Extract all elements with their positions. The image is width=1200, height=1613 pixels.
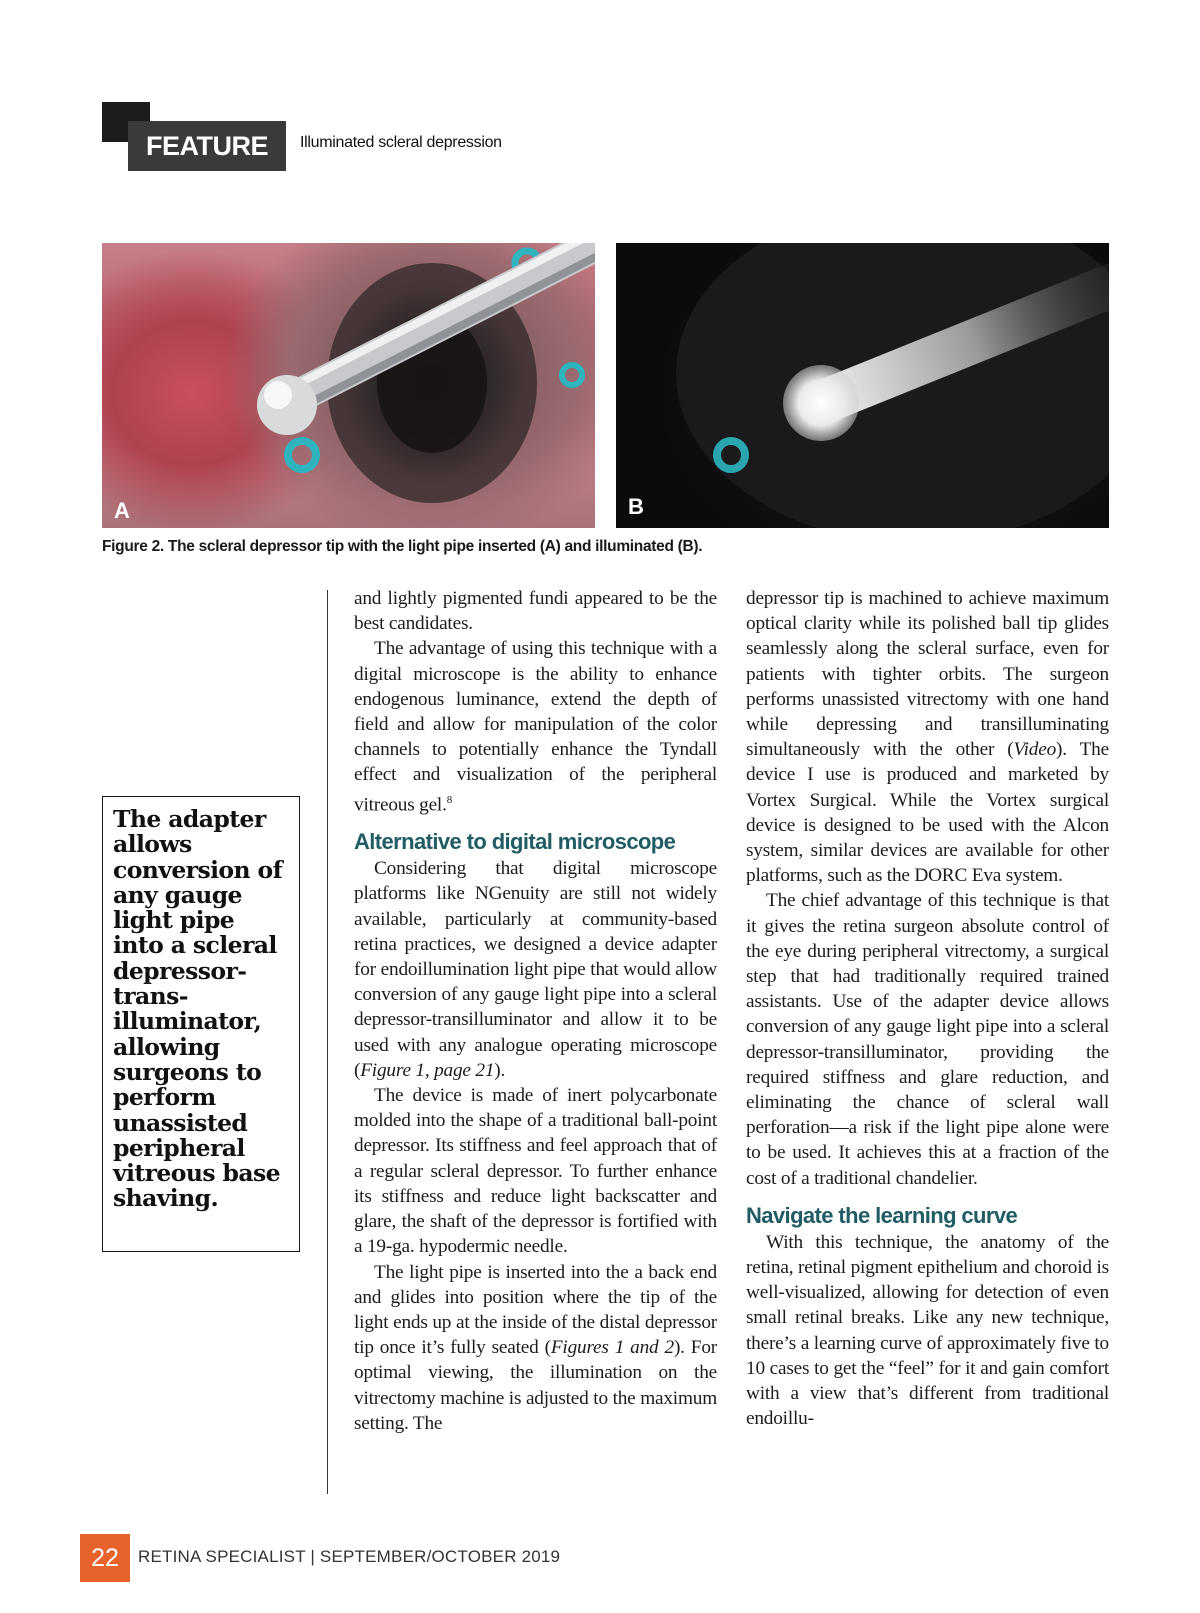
paragraph-text: ). — [494, 1059, 506, 1081]
page-number: 22 — [80, 1534, 130, 1582]
figure-panel-label-a: A — [114, 498, 130, 523]
paragraph-text: Considering that digital microscope platforms like NGenuity are still not widely available, particularly at community-based retina practices, we designed a device adapter for endoillumination light pipe that would allow conversion of any gauge light pipe into a scleral depressor-transilluminator and allow it to be used with any analogue operating microscope ( — [354, 858, 717, 1081]
depressor-illuminated-illustration — [616, 243, 1109, 528]
depressor-inserted-illustration — [102, 243, 595, 528]
figure-panel-label-b: B — [628, 494, 644, 519]
figure-2a-photo — [102, 243, 595, 528]
publication-footer: RETINA SPECIALIST | SEPTEMBER/OCTOBER 2019 — [138, 1547, 561, 1566]
column-divider — [327, 590, 328, 1494]
paragraph-text: depressor tip is machined to achieve maximum optical clarity while its polished ball tip glides seamlessly along the scleral surface, even for patients with tighter orbits. The surgeon performs unassisted vitrectomy with one hand while depressing and transilluminating simultaneously with the other ( — [746, 588, 1109, 761]
pull-quote-text: The adapter allows conversion of any gauge light pipe into a scleral depressor-trans-illuminator, allowing surgeons to perform unassisted peripheral vitreous base shaving. — [113, 805, 283, 1213]
article-column-1 — [354, 586, 717, 1436]
citation-superscript: 8 — [446, 793, 453, 806]
article-column-2 — [746, 586, 1109, 1432]
figure-reference: Figure 1, page 21 — [360, 1059, 495, 1081]
section-label: FEATURE — [128, 121, 286, 171]
figure-2b-photo — [616, 243, 1109, 528]
pull-quote-box — [102, 796, 300, 1252]
body-paragraph: The chief advantage of this technique is that it gives the retina surgeon absolute control of the eye during peripheral vitrectomy, a surgical step that had traditionally required trained assistants. Use of the adapter device allows conversion of any gauge light pipe into a scleral depressor-transilluminator, providing the required stiffness and glare reduction, and eliminating the chance of scleral wall perforation—a risk if the light pipe alone were to be used. It achieves this at a fraction of the cost of a traditional chandelier. — [746, 890, 1109, 1189]
figure-caption: Figure 2. The scleral depressor tip with the light pipe inserted (A) and illuminated (B). — [102, 538, 703, 555]
body-paragraph: and lightly pigmented fundi appeared to be the best candidates. — [354, 588, 717, 635]
body-paragraph — [354, 636, 717, 817]
body-paragraph: With this technique, the anatomy of the retina, retinal pigment epithelium and choroid is well-visualized, allowing for detection of even small retinal breaks. Like any new technique, there’s a learning curve of approximately five to 10 cases to get the “feel” for it and gain comfort with a view that’s different from traditional endoillu- — [746, 1231, 1109, 1430]
paragraph-text: The advantage of using this technique with a digital microscope is the ability to enhance endogenous luminance, extend the depth of field and allow for manipulation of the color channels to potentially enhance the Tyndall effect and visualization of the peripheral vitreous gel. — [354, 638, 717, 816]
figure-reference: Figures 1 and 2 — [550, 1337, 674, 1359]
section-subtitle: Illuminated scleral depression — [300, 134, 502, 151]
section-heading: Navigate the learning curve — [746, 1202, 1018, 1228]
section-heading: Alternative to digital microscope — [354, 829, 676, 855]
body-paragraph — [746, 586, 1109, 888]
body-paragraph — [354, 856, 717, 1083]
video-reference: Video — [1013, 739, 1057, 761]
paragraph-text: The light pipe is inserted into the a back end and glides into position where the tip of the light ends up at the inside of the distal depressor tip once it’s fully seated ( — [354, 1261, 717, 1359]
paragraph-text: ). The device I use is produced and marketed by Vortex Surgical. While the Vortex surgical device is designed to be used with the Alcon system, similar devices are available for other platforms, such as the DORC Eva system. — [746, 739, 1109, 887]
body-paragraph: The device is made of inert polycarbonate molded into the shape of a traditional ball-point depressor. Its stiffness and feel approach that of a regular scleral depressor. To further enhance its stiffness and reduce light backscatter and glare, the shaft of the depressor is fortified with a 19-ga. hypodermic needle. — [354, 1085, 717, 1258]
paragraph-text: ). For optimal viewing, the illumination on the vitrectomy machine is adjusted to the maximum setting. The — [354, 1337, 717, 1434]
body-paragraph — [354, 1260, 717, 1436]
